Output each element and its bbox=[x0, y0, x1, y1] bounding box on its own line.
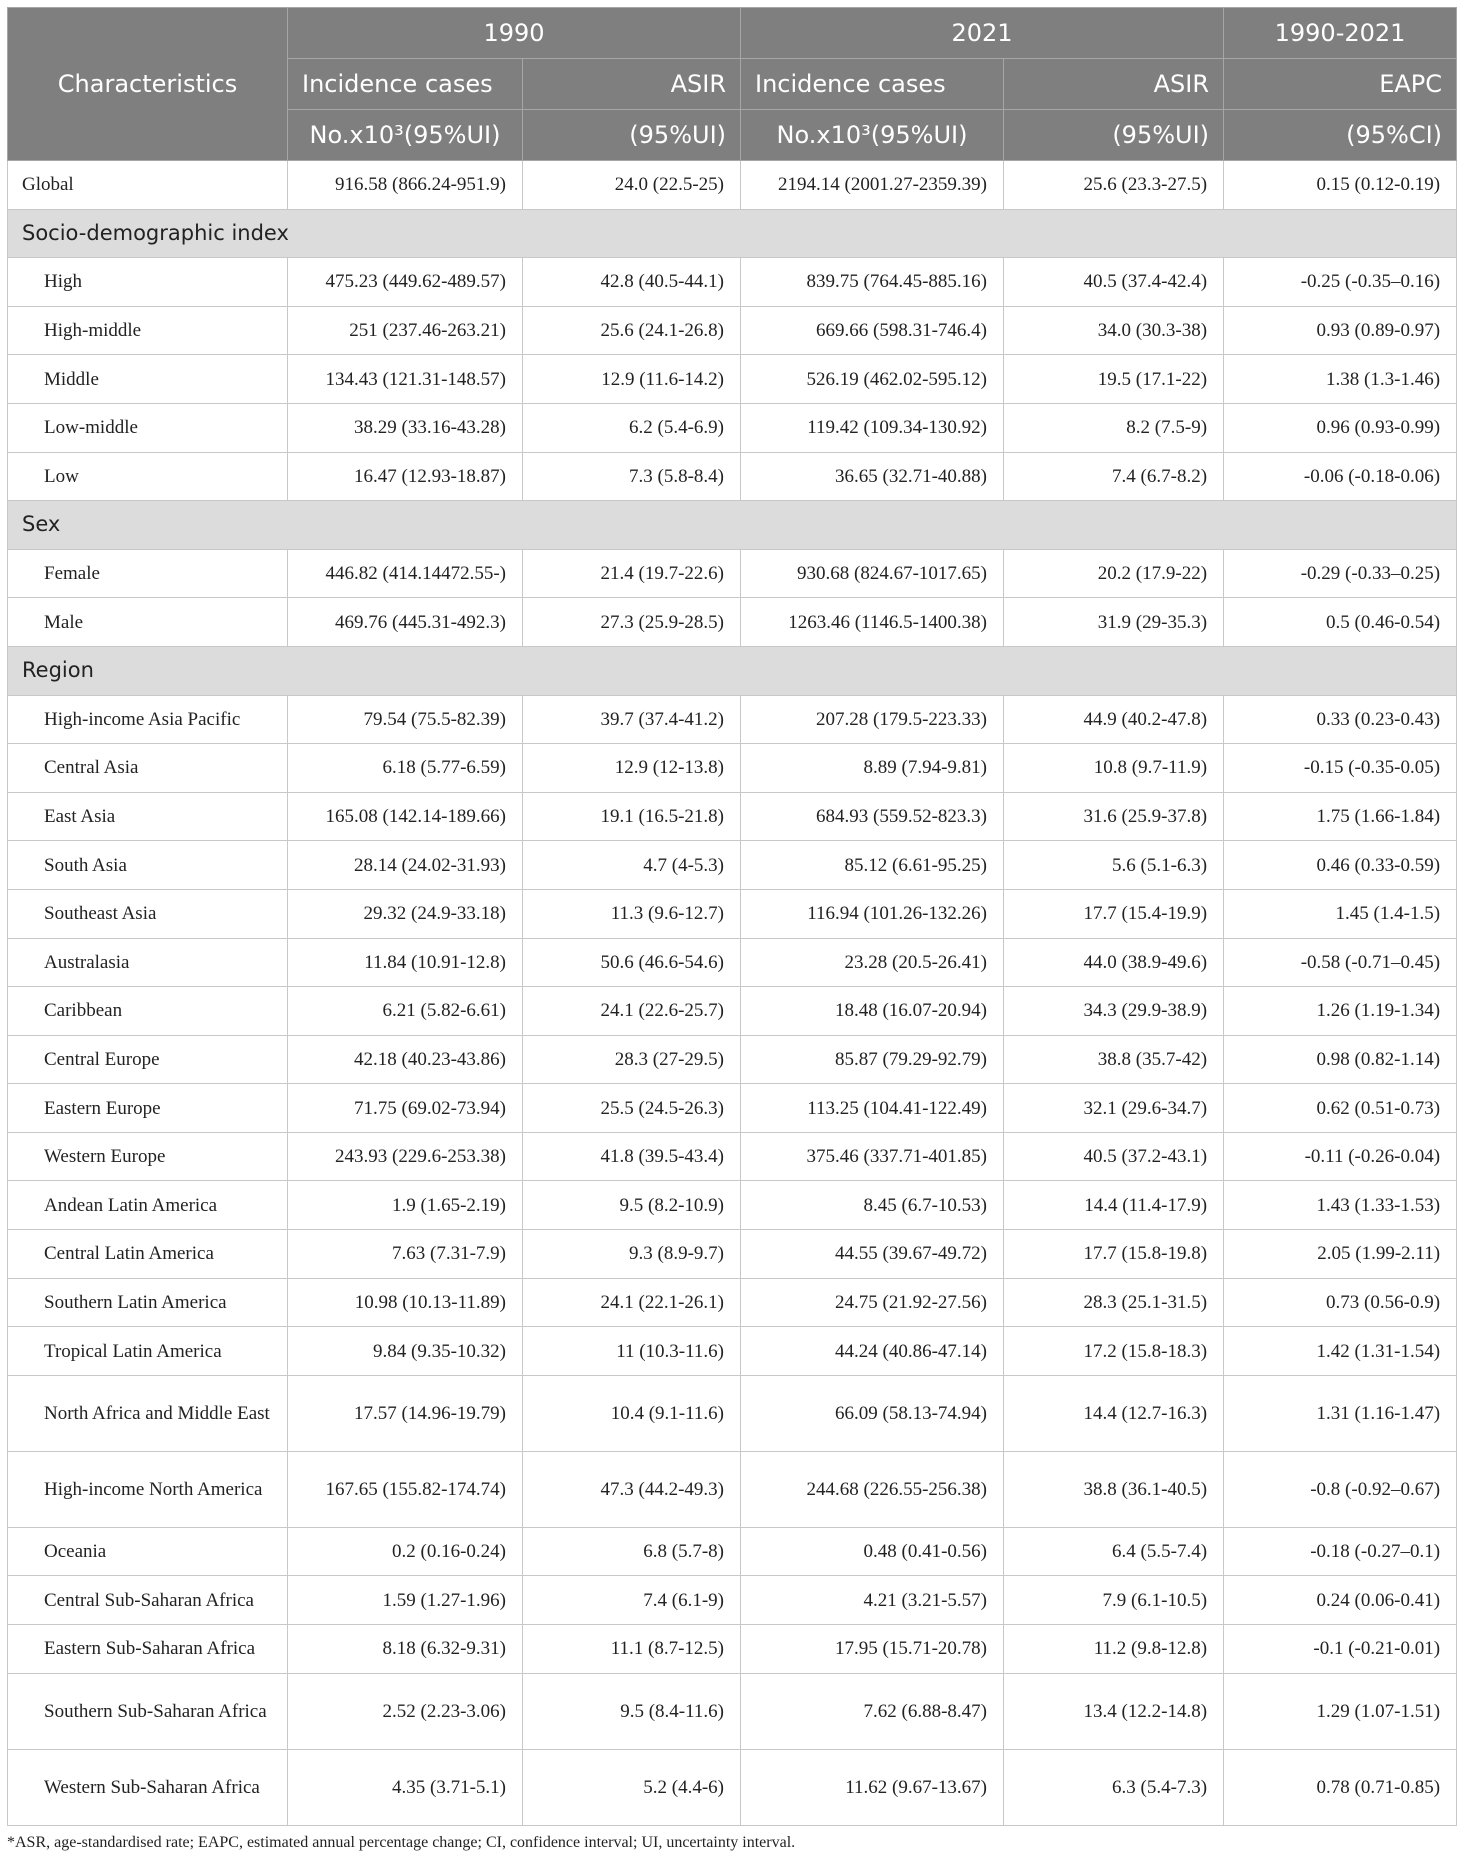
section-label: Region bbox=[8, 646, 1457, 695]
cell-eapc: 1.29 (1.07-1.51) bbox=[1224, 1673, 1457, 1749]
cell-eapc: 1.45 (1.4-1.5) bbox=[1224, 889, 1457, 938]
cell-eapc: -0.29 (-0.33–0.25) bbox=[1224, 549, 1457, 598]
cell-cases-2021: 116.94 (101.26-132.26) bbox=[741, 889, 1004, 938]
cell-eapc: -0.18 (-0.27–0.1) bbox=[1224, 1527, 1457, 1576]
cell-eapc: 0.93 (0.89-0.97) bbox=[1224, 306, 1457, 355]
cell-cases-1990: 11.84 (10.91-12.8) bbox=[288, 938, 523, 987]
row-label: High bbox=[8, 258, 288, 307]
row-label: Middle bbox=[8, 355, 288, 404]
cell-asir-2021: 44.9 (40.2-47.8) bbox=[1004, 695, 1224, 744]
row-label: North Africa and Middle East bbox=[8, 1375, 288, 1451]
cell-asir-1990: 42.8 (40.5-44.1) bbox=[523, 258, 741, 307]
cell-cases-2021: 839.75 (764.45-885.16) bbox=[741, 258, 1004, 307]
row-label: Andean Latin America bbox=[8, 1181, 288, 1230]
cell-eapc: 0.46 (0.33-0.59) bbox=[1224, 841, 1457, 890]
section-header-row bbox=[8, 501, 1457, 550]
cell-cases-2021: 113.25 (104.41-122.49) bbox=[741, 1084, 1004, 1133]
cell-cases-1990: 71.75 (69.02-73.94) bbox=[288, 1084, 523, 1133]
header-asir-2021: ASIR bbox=[1004, 59, 1224, 110]
cell-cases-1990: 9.84 (9.35-10.32) bbox=[288, 1327, 523, 1376]
cell-asir-2021: 8.2 (7.5-9) bbox=[1004, 403, 1224, 452]
cell-asir-2021: 34.0 (30.3-38) bbox=[1004, 306, 1224, 355]
row-label: Southern Sub-Saharan Africa bbox=[8, 1673, 288, 1749]
cell-eapc: 2.05 (1.99-2.11) bbox=[1224, 1230, 1457, 1279]
cell-eapc: -0.25 (-0.35–0.16) bbox=[1224, 258, 1457, 307]
cell-cases-1990: 1.59 (1.27-1.96) bbox=[288, 1576, 523, 1625]
table-row bbox=[8, 161, 1457, 210]
cell-asir-2021: 28.3 (25.1-31.5) bbox=[1004, 1278, 1224, 1327]
cell-cases-1990: 38.29 (33.16-43.28) bbox=[288, 403, 523, 452]
cell-cases-2021: 375.46 (337.71-401.85) bbox=[741, 1132, 1004, 1181]
cell-eapc: 0.24 (0.06-0.41) bbox=[1224, 1576, 1457, 1625]
cell-asir-1990: 7.3 (5.8-8.4) bbox=[523, 452, 741, 501]
table-header bbox=[8, 8, 1457, 161]
footnote: *ASR, age-standardised rate; EAPC, estimated annual percentage change; CI, confidence interval; UI, uncertainty interval. bbox=[7, 1834, 796, 1851]
table-row bbox=[8, 841, 1457, 890]
header-year-1990: 1990 bbox=[288, 8, 741, 59]
cell-asir-2021: 40.5 (37.4-42.4) bbox=[1004, 258, 1224, 307]
cell-asir-2021: 19.5 (17.1-22) bbox=[1004, 355, 1224, 404]
cell-eapc: 1.26 (1.19-1.34) bbox=[1224, 987, 1457, 1036]
table-row bbox=[8, 1084, 1457, 1133]
cell-cases-2021: 119.42 (109.34-130.92) bbox=[741, 403, 1004, 452]
cell-cases-1990: 16.47 (12.93-18.87) bbox=[288, 452, 523, 501]
cell-cases-1990: 7.63 (7.31-7.9) bbox=[288, 1230, 523, 1279]
cell-cases-1990: 42.18 (40.23-43.86) bbox=[288, 1035, 523, 1084]
cell-eapc: 0.78 (0.71-0.85) bbox=[1224, 1749, 1457, 1825]
cell-asir-1990: 7.4 (6.1-9) bbox=[523, 1576, 741, 1625]
cell-asir-2021: 44.0 (38.9-49.6) bbox=[1004, 938, 1224, 987]
row-label: Central Latin America bbox=[8, 1230, 288, 1279]
cell-cases-1990: 167.65 (155.82-174.74) bbox=[288, 1451, 523, 1527]
cell-asir-2021: 14.4 (12.7-16.3) bbox=[1004, 1375, 1224, 1451]
cell-asir-2021: 17.7 (15.8-19.8) bbox=[1004, 1230, 1224, 1279]
cell-cases-2021: 36.65 (32.71-40.88) bbox=[741, 452, 1004, 501]
table-row bbox=[8, 695, 1457, 744]
row-label: Low-middle bbox=[8, 403, 288, 452]
table-row bbox=[8, 1132, 1457, 1181]
cell-cases-1990: 134.43 (121.31-148.57) bbox=[288, 355, 523, 404]
cell-asir-1990: 10.4 (9.1-11.6) bbox=[523, 1375, 741, 1451]
cell-cases-2021: 44.55 (39.67-49.72) bbox=[741, 1230, 1004, 1279]
table-row bbox=[8, 1527, 1457, 1576]
table-row bbox=[8, 1375, 1457, 1451]
cell-asir-2021: 7.4 (6.7-8.2) bbox=[1004, 452, 1224, 501]
cell-eapc: 1.43 (1.33-1.53) bbox=[1224, 1181, 1457, 1230]
table-row bbox=[8, 355, 1457, 404]
cell-asir-2021: 14.4 (11.4-17.9) bbox=[1004, 1181, 1224, 1230]
cell-cases-1990: 28.14 (24.02-31.93) bbox=[288, 841, 523, 890]
table-row bbox=[8, 598, 1457, 647]
cell-cases-2021: 0.48 (0.41-0.56) bbox=[741, 1527, 1004, 1576]
row-label: Male bbox=[8, 598, 288, 647]
row-label: Global bbox=[8, 161, 288, 210]
header-asir-1990: ASIR bbox=[523, 59, 741, 110]
cell-asir-1990: 47.3 (44.2-49.3) bbox=[523, 1451, 741, 1527]
cell-cases-2021: 684.93 (559.52-823.3) bbox=[741, 792, 1004, 841]
table-row bbox=[8, 744, 1457, 793]
cell-asir-2021: 32.1 (29.6-34.7) bbox=[1004, 1084, 1224, 1133]
cell-asir-2021: 7.9 (6.1-10.5) bbox=[1004, 1576, 1224, 1625]
cell-asir-2021: 31.9 (29-35.3) bbox=[1004, 598, 1224, 647]
cell-asir-1990: 11.3 (9.6-12.7) bbox=[523, 889, 741, 938]
cell-cases-2021: 85.12 (6.61-95.25) bbox=[741, 841, 1004, 890]
cell-cases-1990: 2.52 (2.23-3.06) bbox=[288, 1673, 523, 1749]
cell-asir-1990: 6.2 (5.4-6.9) bbox=[523, 403, 741, 452]
row-label: High-income Asia Pacific bbox=[8, 695, 288, 744]
row-label: High-income North America bbox=[8, 1451, 288, 1527]
table-row bbox=[8, 549, 1457, 598]
cell-cases-2021: 85.87 (79.29-92.79) bbox=[741, 1035, 1004, 1084]
cell-asir-1990: 9.3 (8.9-9.7) bbox=[523, 1230, 741, 1279]
cell-cases-2021: 8.45 (6.7-10.53) bbox=[741, 1181, 1004, 1230]
cell-asir-2021: 11.2 (9.8-12.8) bbox=[1004, 1625, 1224, 1674]
cell-asir-1990: 24.1 (22.6-25.7) bbox=[523, 987, 741, 1036]
table-row bbox=[8, 1749, 1457, 1825]
cell-cases-1990: 0.2 (0.16-0.24) bbox=[288, 1527, 523, 1576]
cell-asir-1990: 21.4 (19.7-22.6) bbox=[523, 549, 741, 598]
cell-cases-2021: 526.19 (462.02-595.12) bbox=[741, 355, 1004, 404]
cell-cases-1990: 8.18 (6.32-9.31) bbox=[288, 1625, 523, 1674]
cell-cases-2021: 66.09 (58.13-74.94) bbox=[741, 1375, 1004, 1451]
header-eapc: EAPC bbox=[1224, 59, 1457, 110]
row-label: East Asia bbox=[8, 792, 288, 841]
header-span: 1990-2021 bbox=[1224, 8, 1457, 59]
cell-asir-2021: 6.3 (5.4-7.3) bbox=[1004, 1749, 1224, 1825]
row-label: Oceania bbox=[8, 1527, 288, 1576]
row-label: High-middle bbox=[8, 306, 288, 355]
cell-cases-1990: 243.93 (229.6-253.38) bbox=[288, 1132, 523, 1181]
header-incidence-cases-2021: Incidence cases bbox=[741, 59, 1004, 110]
table-row bbox=[8, 889, 1457, 938]
cell-cases-1990: 4.35 (3.71-5.1) bbox=[288, 1749, 523, 1825]
table-row bbox=[8, 1035, 1457, 1084]
cell-cases-2021: 930.68 (824.67-1017.65) bbox=[741, 549, 1004, 598]
row-label: Southern Latin America bbox=[8, 1278, 288, 1327]
cell-cases-2021: 17.95 (15.71-20.78) bbox=[741, 1625, 1004, 1674]
header-year-2021: 2021 bbox=[741, 8, 1224, 59]
row-label: Caribbean bbox=[8, 987, 288, 1036]
cell-cases-2021: 23.28 (20.5-26.41) bbox=[741, 938, 1004, 987]
cell-cases-2021: 1263.46 (1146.5-1400.38) bbox=[741, 598, 1004, 647]
cell-eapc: 0.73 (0.56-0.9) bbox=[1224, 1278, 1457, 1327]
cell-asir-1990: 19.1 (16.5-21.8) bbox=[523, 792, 741, 841]
header-cases-unit-1990: No.x10³(95%UI) bbox=[288, 110, 523, 161]
cell-asir-1990: 12.9 (11.6-14.2) bbox=[523, 355, 741, 404]
table-row bbox=[8, 1451, 1457, 1527]
cell-asir-1990: 9.5 (8.4-11.6) bbox=[523, 1673, 741, 1749]
row-label: Australasia bbox=[8, 938, 288, 987]
cell-asir-2021: 31.6 (25.9-37.8) bbox=[1004, 792, 1224, 841]
cell-cases-1990: 469.76 (445.31-492.3) bbox=[288, 598, 523, 647]
table-row bbox=[8, 403, 1457, 452]
section-label: Socio-demographic index bbox=[8, 209, 1457, 258]
cell-eapc: 0.98 (0.82-1.14) bbox=[1224, 1035, 1457, 1084]
cell-cases-2021: 11.62 (9.67-13.67) bbox=[741, 1749, 1004, 1825]
cell-cases-1990: 6.21 (5.82-6.61) bbox=[288, 987, 523, 1036]
header-ui-1990: (95%UI) bbox=[523, 110, 741, 161]
row-label: Eastern Sub-Saharan Africa bbox=[8, 1625, 288, 1674]
header-cases-unit-2021: No.x10³(95%UI) bbox=[741, 110, 1004, 161]
table-row bbox=[8, 1576, 1457, 1625]
header-ci: (95%CI) bbox=[1224, 110, 1457, 161]
cell-eapc: 0.96 (0.93-0.99) bbox=[1224, 403, 1457, 452]
table-row bbox=[8, 1230, 1457, 1279]
cell-asir-1990: 24.1 (22.1-26.1) bbox=[523, 1278, 741, 1327]
cell-asir-1990: 28.3 (27-29.5) bbox=[523, 1035, 741, 1084]
cell-asir-1990: 11.1 (8.7-12.5) bbox=[523, 1625, 741, 1674]
table-row bbox=[8, 1181, 1457, 1230]
cell-cases-2021: 4.21 (3.21-5.57) bbox=[741, 1576, 1004, 1625]
cell-eapc: 0.5 (0.46-0.54) bbox=[1224, 598, 1457, 647]
table-row bbox=[8, 987, 1457, 1036]
cell-eapc: 1.38 (1.3-1.46) bbox=[1224, 355, 1457, 404]
cell-asir-1990: 50.6 (46.6-54.6) bbox=[523, 938, 741, 987]
cell-cases-1990: 6.18 (5.77-6.59) bbox=[288, 744, 523, 793]
cell-eapc: 0.62 (0.51-0.73) bbox=[1224, 1084, 1457, 1133]
table-body bbox=[8, 161, 1457, 1826]
cell-eapc: 1.31 (1.16-1.47) bbox=[1224, 1375, 1457, 1451]
cell-asir-2021: 25.6 (23.3-27.5) bbox=[1004, 161, 1224, 210]
cell-eapc: -0.15 (-0.35-0.05) bbox=[1224, 744, 1457, 793]
cell-asir-1990: 6.8 (5.7-8) bbox=[523, 1527, 741, 1576]
cell-cases-1990: 916.58 (866.24-951.9) bbox=[288, 161, 523, 210]
cell-cases-2021: 24.75 (21.92-27.56) bbox=[741, 1278, 1004, 1327]
cell-eapc: 0.15 (0.12-0.19) bbox=[1224, 161, 1457, 210]
cell-cases-1990: 17.57 (14.96-19.79) bbox=[288, 1375, 523, 1451]
row-label: Tropical Latin America bbox=[8, 1327, 288, 1376]
cell-cases-2021: 7.62 (6.88-8.47) bbox=[741, 1673, 1004, 1749]
table-row bbox=[8, 452, 1457, 501]
row-label: Southeast Asia bbox=[8, 889, 288, 938]
cell-eapc: 0.33 (0.23-0.43) bbox=[1224, 695, 1457, 744]
cell-eapc: -0.1 (-0.21-0.01) bbox=[1224, 1625, 1457, 1674]
cell-asir-1990: 12.9 (12-13.8) bbox=[523, 744, 741, 793]
cell-asir-1990: 5.2 (4.4-6) bbox=[523, 1749, 741, 1825]
cell-cases-2021: 207.28 (179.5-223.33) bbox=[741, 695, 1004, 744]
row-label: Central Sub-Saharan Africa bbox=[8, 1576, 288, 1625]
cell-cases-2021: 44.24 (40.86-47.14) bbox=[741, 1327, 1004, 1376]
row-label: Western Sub-Saharan Africa bbox=[8, 1749, 288, 1825]
row-label: Female bbox=[8, 549, 288, 598]
cell-eapc: -0.58 (-0.71–0.45) bbox=[1224, 938, 1457, 987]
cell-cases-1990: 251 (237.46-263.21) bbox=[288, 306, 523, 355]
cell-cases-2021: 8.89 (7.94-9.81) bbox=[741, 744, 1004, 793]
cell-eapc: 1.75 (1.66-1.84) bbox=[1224, 792, 1457, 841]
cell-cases-2021: 2194.14 (2001.27-2359.39) bbox=[741, 161, 1004, 210]
section-label: Sex bbox=[8, 501, 1457, 550]
table-row bbox=[8, 1673, 1457, 1749]
cell-cases-1990: 446.82 (414.14472.55-) bbox=[288, 549, 523, 598]
cell-eapc: -0.11 (-0.26-0.04) bbox=[1224, 1132, 1457, 1181]
table-row bbox=[8, 1625, 1457, 1674]
row-label: Central Asia bbox=[8, 744, 288, 793]
cell-asir-1990: 24.0 (22.5-25) bbox=[523, 161, 741, 210]
table-row bbox=[8, 1327, 1457, 1376]
cell-cases-1990: 10.98 (10.13-11.89) bbox=[288, 1278, 523, 1327]
cell-eapc: 1.42 (1.31-1.54) bbox=[1224, 1327, 1457, 1376]
cell-cases-1990: 79.54 (75.5-82.39) bbox=[288, 695, 523, 744]
row-label: South Asia bbox=[8, 841, 288, 890]
cell-cases-2021: 18.48 (16.07-20.94) bbox=[741, 987, 1004, 1036]
cell-asir-1990: 4.7 (4-5.3) bbox=[523, 841, 741, 890]
cell-asir-1990: 9.5 (8.2-10.9) bbox=[523, 1181, 741, 1230]
table-row bbox=[8, 792, 1457, 841]
header-characteristics: Characteristics bbox=[8, 8, 288, 161]
cell-asir-2021: 20.2 (17.9-22) bbox=[1004, 549, 1224, 598]
incidence-table bbox=[7, 7, 1457, 1826]
cell-asir-1990: 25.6 (24.1-26.8) bbox=[523, 306, 741, 355]
cell-asir-1990: 41.8 (39.5-43.4) bbox=[523, 1132, 741, 1181]
header-incidence-cases-1990: Incidence cases bbox=[288, 59, 523, 110]
cell-asir-2021: 6.4 (5.5-7.4) bbox=[1004, 1527, 1224, 1576]
row-label: Low bbox=[8, 452, 288, 501]
cell-cases-1990: 29.32 (24.9-33.18) bbox=[288, 889, 523, 938]
row-label: Central Europe bbox=[8, 1035, 288, 1084]
table-row bbox=[8, 306, 1457, 355]
cell-asir-2021: 38.8 (35.7-42) bbox=[1004, 1035, 1224, 1084]
cell-asir-1990: 39.7 (37.4-41.2) bbox=[523, 695, 741, 744]
cell-asir-2021: 40.5 (37.2-43.1) bbox=[1004, 1132, 1224, 1181]
cell-cases-1990: 1.9 (1.65-2.19) bbox=[288, 1181, 523, 1230]
table-row bbox=[8, 938, 1457, 987]
cell-asir-2021: 17.2 (15.8-18.3) bbox=[1004, 1327, 1224, 1376]
cell-asir-2021: 38.8 (36.1-40.5) bbox=[1004, 1451, 1224, 1527]
cell-asir-2021: 34.3 (29.9-38.9) bbox=[1004, 987, 1224, 1036]
cell-eapc: -0.06 (-0.18-0.06) bbox=[1224, 452, 1457, 501]
section-header-row bbox=[8, 209, 1457, 258]
header-ui-2021: (95%UI) bbox=[1004, 110, 1224, 161]
cell-cases-1990: 475.23 (449.62-489.57) bbox=[288, 258, 523, 307]
cell-asir-1990: 27.3 (25.9-28.5) bbox=[523, 598, 741, 647]
cell-asir-2021: 10.8 (9.7-11.9) bbox=[1004, 744, 1224, 793]
cell-asir-2021: 13.4 (12.2-14.8) bbox=[1004, 1673, 1224, 1749]
cell-asir-2021: 5.6 (5.1-6.3) bbox=[1004, 841, 1224, 890]
cell-eapc: -0.8 (-0.92–0.67) bbox=[1224, 1451, 1457, 1527]
cell-cases-2021: 244.68 (226.55-256.38) bbox=[741, 1451, 1004, 1527]
table-row bbox=[8, 1278, 1457, 1327]
cell-asir-1990: 25.5 (24.5-26.3) bbox=[523, 1084, 741, 1133]
cell-asir-2021: 17.7 (15.4-19.9) bbox=[1004, 889, 1224, 938]
cell-asir-1990: 11 (10.3-11.6) bbox=[523, 1327, 741, 1376]
cell-cases-1990: 165.08 (142.14-189.66) bbox=[288, 792, 523, 841]
table-row bbox=[8, 258, 1457, 307]
section-header-row bbox=[8, 646, 1457, 695]
row-label: Western Europe bbox=[8, 1132, 288, 1181]
cell-cases-2021: 669.66 (598.31-746.4) bbox=[741, 306, 1004, 355]
row-label: Eastern Europe bbox=[8, 1084, 288, 1133]
